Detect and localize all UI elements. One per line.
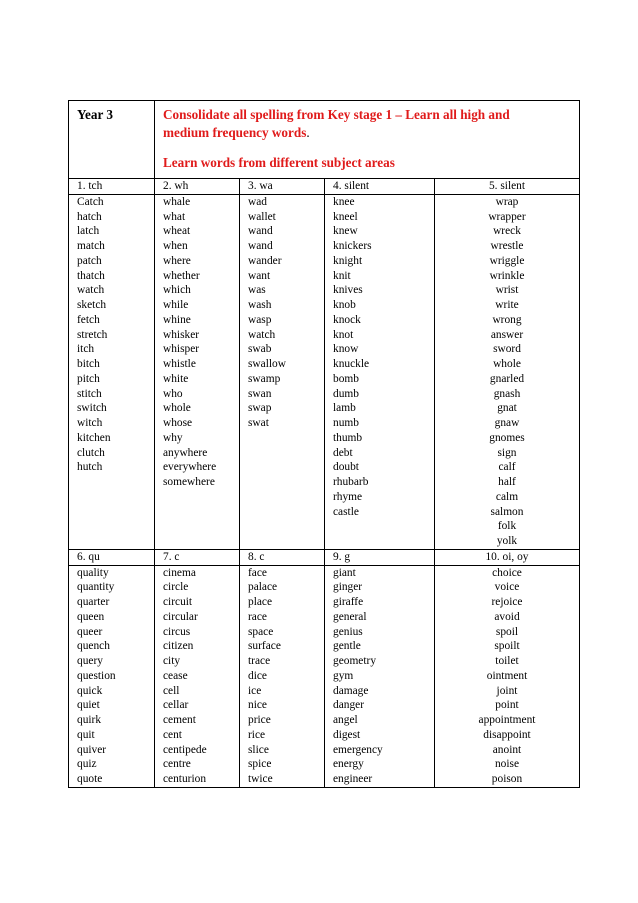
word-item: match bbox=[77, 240, 105, 252]
word-item: wash bbox=[248, 299, 272, 311]
word-item: quarter bbox=[77, 596, 110, 608]
word-list bbox=[435, 194, 580, 549]
word-item: half bbox=[498, 476, 516, 488]
column-title: 2. wh bbox=[155, 179, 240, 195]
objective-line-2: medium frequency words. bbox=[163, 125, 310, 140]
word-item: spoilt bbox=[494, 640, 520, 653]
spelling-table bbox=[68, 100, 580, 788]
word-item: calf bbox=[498, 461, 516, 474]
word-item: poison bbox=[491, 773, 523, 785]
word-item: whether bbox=[163, 269, 200, 282]
word-item: wrong bbox=[492, 313, 522, 326]
word-item: itch bbox=[77, 343, 95, 356]
column-header-row-1 bbox=[69, 179, 580, 195]
word-list bbox=[69, 194, 155, 549]
word-item: trace bbox=[248, 655, 271, 667]
word-item: cell bbox=[163, 684, 180, 697]
word-list-row-2 bbox=[69, 565, 580, 787]
word-item: quick bbox=[77, 684, 103, 697]
word-item: hatch bbox=[77, 210, 102, 223]
word-item: giant bbox=[333, 566, 356, 579]
word-item: noise bbox=[494, 758, 520, 771]
word-item: palace bbox=[248, 581, 278, 594]
word-item: wriggle bbox=[489, 254, 525, 267]
word-item: numb bbox=[333, 417, 359, 429]
word-item: anywhere bbox=[163, 446, 208, 459]
word-list bbox=[69, 565, 155, 787]
word-item: joint bbox=[496, 684, 518, 697]
word-item: write bbox=[495, 299, 519, 311]
word-item: bitch bbox=[77, 358, 100, 370]
word-item: gnarled bbox=[489, 372, 525, 385]
word-item: giraffe bbox=[333, 596, 364, 608]
word-item: quiver bbox=[77, 743, 107, 756]
word-item: quote bbox=[77, 773, 103, 785]
word-item: kitchen bbox=[77, 431, 111, 444]
word-item: castle bbox=[333, 505, 359, 518]
year-label: Year 3 bbox=[69, 101, 155, 179]
word-item: calm bbox=[495, 490, 519, 503]
word-item: price bbox=[248, 714, 271, 726]
word-item: gnomes bbox=[489, 431, 525, 444]
word-item: quirk bbox=[77, 714, 102, 726]
word-item: queer bbox=[77, 625, 103, 638]
word-item: ointment bbox=[486, 669, 528, 682]
column-header-row-2 bbox=[69, 549, 580, 565]
word-list bbox=[325, 565, 435, 787]
word-item: was bbox=[248, 284, 266, 297]
word-item: city bbox=[163, 655, 181, 667]
word-item: wand bbox=[248, 225, 273, 238]
word-item: wander bbox=[248, 254, 282, 267]
word-item: general bbox=[333, 610, 367, 623]
word-item: sketch bbox=[77, 299, 107, 311]
word-item: geometry bbox=[333, 655, 377, 667]
word-item: doubt bbox=[333, 461, 359, 474]
word-item: wrinkle bbox=[489, 269, 525, 282]
word-item: pitch bbox=[77, 372, 100, 385]
word-item: dumb bbox=[333, 387, 359, 400]
word-item: spice bbox=[248, 758, 272, 771]
word-item: know bbox=[333, 343, 359, 356]
word-item: cement bbox=[163, 714, 196, 726]
word-item: avoid bbox=[494, 610, 520, 623]
word-list bbox=[155, 565, 240, 787]
word-item: point bbox=[495, 699, 519, 712]
word-item: which bbox=[163, 284, 191, 297]
word-item: twice bbox=[248, 773, 273, 785]
objectives-cell bbox=[155, 101, 580, 179]
column-title: 8. c bbox=[240, 549, 325, 565]
word-item: circuit bbox=[163, 596, 193, 608]
word-item: question bbox=[77, 669, 116, 682]
word-item: rice bbox=[248, 728, 266, 741]
word-item: circular bbox=[163, 610, 198, 623]
word-item: whole bbox=[493, 358, 521, 370]
word-item: knew bbox=[333, 225, 358, 238]
word-item: digest bbox=[333, 728, 361, 741]
word-list bbox=[240, 565, 325, 787]
word-item: cellar bbox=[163, 699, 189, 712]
word-item: swap bbox=[248, 402, 272, 415]
word-item: when bbox=[163, 240, 188, 252]
column-title: 9. g bbox=[325, 549, 435, 565]
word-item: Catch bbox=[77, 195, 104, 208]
word-item: wrapper bbox=[488, 210, 526, 223]
word-item: query bbox=[77, 655, 103, 667]
column-title: 6. qu bbox=[69, 549, 155, 565]
word-item: knight bbox=[333, 254, 363, 267]
word-item: cinema bbox=[163, 566, 196, 579]
word-item: centre bbox=[163, 758, 191, 771]
word-item: gnash bbox=[493, 387, 521, 400]
word-item: face bbox=[248, 566, 267, 579]
word-list bbox=[325, 194, 435, 549]
word-item: knives bbox=[333, 284, 363, 297]
word-item: dice bbox=[248, 669, 267, 682]
word-item: gnaw bbox=[494, 417, 520, 429]
word-item: latch bbox=[77, 225, 100, 238]
word-item: hutch bbox=[77, 461, 103, 474]
word-item: quit bbox=[77, 728, 95, 741]
word-item: nice bbox=[248, 699, 267, 712]
word-item: swab bbox=[248, 343, 272, 356]
word-item: engineer bbox=[333, 773, 373, 785]
word-item: folk bbox=[497, 520, 517, 533]
word-item: energy bbox=[333, 758, 364, 771]
word-item: ice bbox=[248, 684, 262, 697]
word-item: thumb bbox=[333, 431, 363, 444]
column-title: 5. silent bbox=[435, 179, 580, 195]
word-item: gentle bbox=[333, 640, 361, 653]
word-item: whole bbox=[163, 402, 191, 415]
word-item: knit bbox=[333, 269, 351, 282]
word-item: want bbox=[248, 269, 271, 282]
word-item: gnat bbox=[497, 402, 517, 415]
word-item: wallet bbox=[248, 210, 276, 223]
word-item: cease bbox=[163, 669, 188, 682]
word-item: switch bbox=[77, 402, 107, 415]
word-item: sword bbox=[493, 343, 521, 356]
word-item: everywhere bbox=[163, 461, 217, 474]
word-item: what bbox=[163, 210, 186, 223]
word-item: wad bbox=[248, 195, 267, 208]
word-item: cent bbox=[163, 728, 182, 741]
word-item: thatch bbox=[77, 269, 105, 282]
column-title: 4. silent bbox=[325, 179, 435, 195]
word-item: where bbox=[163, 254, 191, 267]
word-item: wrist bbox=[495, 284, 519, 297]
word-item: sign bbox=[497, 446, 517, 459]
word-list bbox=[155, 194, 240, 549]
word-item: citizen bbox=[163, 640, 194, 653]
word-item: whose bbox=[163, 417, 193, 429]
word-item: kneel bbox=[333, 210, 358, 223]
word-item: quiz bbox=[77, 758, 97, 771]
word-item: wrestle bbox=[490, 240, 524, 252]
word-item: witch bbox=[77, 417, 103, 429]
word-item: angel bbox=[333, 714, 358, 726]
word-item: circle bbox=[163, 581, 189, 594]
word-item: disappoint bbox=[483, 728, 531, 741]
column-title: 3. wa bbox=[240, 179, 325, 195]
word-item: answer bbox=[490, 328, 524, 341]
word-item: knuckle bbox=[333, 358, 370, 370]
word-item: wasp bbox=[248, 313, 272, 326]
word-item: slice bbox=[248, 743, 269, 756]
word-item: centipede bbox=[163, 743, 207, 756]
word-item: white bbox=[163, 372, 189, 385]
word-item: genius bbox=[333, 625, 363, 638]
word-item: swallow bbox=[248, 358, 286, 370]
word-item: knee bbox=[333, 195, 355, 208]
word-item: quiet bbox=[77, 699, 100, 712]
word-item: rhubarb bbox=[333, 476, 369, 488]
word-item: stitch bbox=[77, 387, 102, 400]
word-item: danger bbox=[333, 699, 364, 712]
word-item: surface bbox=[248, 640, 281, 653]
word-item: place bbox=[248, 596, 273, 608]
word-item: somewhere bbox=[163, 476, 215, 488]
word-item: spoil bbox=[495, 625, 519, 638]
word-item: stretch bbox=[77, 328, 108, 341]
word-list-row-1 bbox=[69, 194, 580, 549]
word-item: quantity bbox=[77, 581, 115, 594]
word-item: knock bbox=[333, 313, 361, 326]
word-item: anoint bbox=[492, 743, 522, 756]
word-item: clutch bbox=[77, 446, 105, 459]
word-item: whisker bbox=[163, 328, 200, 341]
word-list bbox=[240, 194, 325, 549]
word-item: wrap bbox=[495, 195, 519, 208]
word-item: toilet bbox=[495, 655, 519, 667]
word-item: damage bbox=[333, 684, 369, 697]
word-item: patch bbox=[77, 254, 102, 267]
word-item: ginger bbox=[333, 581, 363, 594]
word-item: centurion bbox=[163, 773, 207, 785]
word-item: knob bbox=[333, 299, 356, 311]
objective-line-1: Consolidate all spelling from Key stage 1 – Learn all high and bbox=[163, 107, 510, 122]
word-item: wand bbox=[248, 240, 273, 252]
word-item: whisper bbox=[163, 343, 200, 356]
word-item: appointment bbox=[478, 714, 536, 726]
word-item: wreck bbox=[493, 225, 521, 238]
word-item: quality bbox=[77, 566, 109, 579]
column-title: 7. c bbox=[155, 549, 240, 565]
word-item: whine bbox=[163, 313, 191, 326]
word-list bbox=[435, 565, 580, 787]
header-row bbox=[69, 101, 580, 179]
word-item: bomb bbox=[333, 372, 359, 385]
objective-line-3: Learn words from different subject areas bbox=[163, 155, 395, 170]
word-item: lamb bbox=[333, 402, 356, 415]
word-item: space bbox=[248, 625, 274, 638]
word-item: whistle bbox=[163, 358, 196, 370]
word-item: quench bbox=[77, 640, 110, 653]
word-item: swan bbox=[248, 387, 272, 400]
word-item: rhyme bbox=[333, 490, 363, 503]
word-item: yolk bbox=[496, 535, 518, 547]
word-item: race bbox=[248, 610, 267, 623]
word-item: debt bbox=[333, 446, 353, 459]
word-item: watch bbox=[248, 328, 276, 341]
word-item: salmon bbox=[490, 505, 524, 518]
word-item: emergency bbox=[333, 743, 383, 756]
word-item: while bbox=[163, 299, 189, 311]
word-item: circus bbox=[163, 625, 191, 638]
word-item: gym bbox=[333, 669, 354, 682]
word-item: why bbox=[163, 431, 183, 444]
word-item: rejoice bbox=[491, 596, 523, 608]
spelling-document bbox=[68, 100, 579, 788]
word-item: choice bbox=[492, 566, 522, 579]
word-item: fetch bbox=[77, 313, 100, 326]
word-item: swat bbox=[248, 417, 269, 429]
word-item: who bbox=[163, 387, 183, 400]
word-item: watch bbox=[77, 284, 105, 297]
word-item: wheat bbox=[163, 225, 191, 238]
word-item: swamp bbox=[248, 372, 281, 385]
word-item: knickers bbox=[333, 240, 372, 252]
word-item: whale bbox=[163, 195, 191, 208]
word-item: knot bbox=[333, 328, 354, 341]
word-item: voice bbox=[494, 581, 520, 594]
word-item: queen bbox=[77, 610, 105, 623]
column-title: 1. tch bbox=[69, 179, 155, 195]
column-title: 10. oi, oy bbox=[435, 549, 580, 565]
